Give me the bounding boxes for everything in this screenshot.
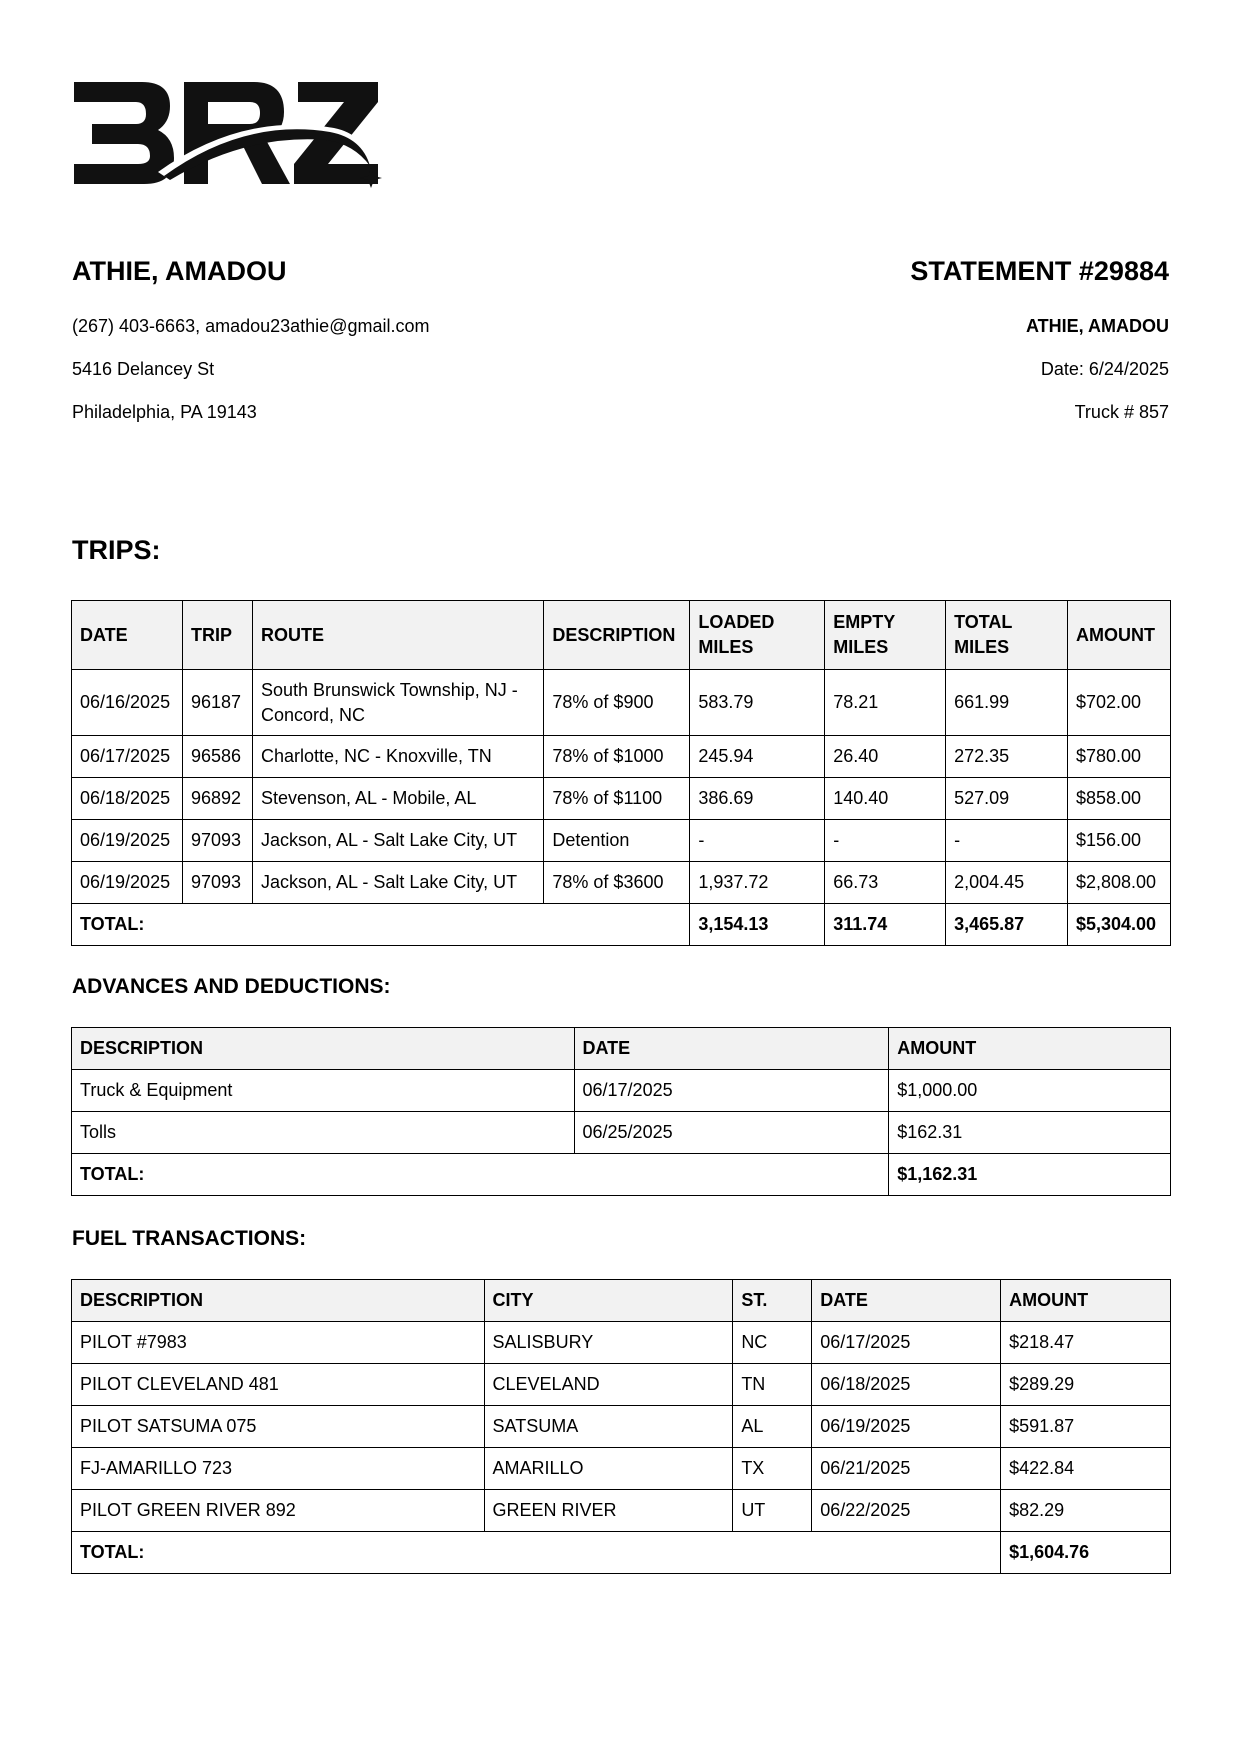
cell-city: CLEVELAND <box>484 1364 733 1406</box>
statement-info <box>569 250 1169 422</box>
cell-trip: 97093 <box>182 820 252 862</box>
driver-street: 5416 Delancey St <box>72 359 215 379</box>
table-row <box>72 862 1171 904</box>
cell-description: 78% of $1100 <box>544 778 690 820</box>
header-text: MILES <box>698 637 754 657</box>
cell-loaded: 245.94 <box>690 736 825 778</box>
cell-date: 06/18/2025 <box>72 778 183 820</box>
cell-empty: 78.21 <box>825 670 946 736</box>
col-amount: AMOUNT <box>1067 601 1170 670</box>
col-amount: AMOUNT <box>1001 1280 1171 1322</box>
table-row <box>72 1322 1171 1364</box>
cell-date: 06/17/2025 <box>812 1322 1001 1364</box>
cell-date: 06/16/2025 <box>72 670 183 736</box>
table-row <box>72 1406 1171 1448</box>
cell-state: NC <box>733 1322 812 1364</box>
cell-date: 06/25/2025 <box>574 1112 889 1154</box>
table-row <box>72 1448 1171 1490</box>
cell-date: 06/19/2025 <box>72 820 183 862</box>
total-label: TOTAL: <box>72 1532 1001 1574</box>
trips-title: TRIPS: <box>72 535 161 565</box>
cell-date: 06/21/2025 <box>812 1448 1001 1490</box>
col-amount: AMOUNT <box>889 1028 1171 1070</box>
table-row <box>72 778 1171 820</box>
table-row <box>72 1490 1171 1532</box>
cell-description: PILOT SATSUMA 075 <box>72 1406 485 1448</box>
col-route: ROUTE <box>252 601 543 670</box>
cell-total: 2,004.45 <box>946 862 1068 904</box>
col-empty-miles <box>825 601 946 670</box>
cell-loaded: 386.69 <box>690 778 825 820</box>
cell-description: PILOT #7983 <box>72 1322 485 1364</box>
header-text: TOTAL <box>954 612 1013 632</box>
col-description: DESCRIPTION <box>72 1028 575 1070</box>
cell-amount: $82.29 <box>1001 1490 1171 1532</box>
cell-amount: $162.31 <box>889 1112 1171 1154</box>
total-miles: 3,465.87 <box>946 904 1068 946</box>
fuel-table <box>71 1279 1171 1574</box>
total-label: TOTAL: <box>72 904 690 946</box>
statement-name: ATHIE, AMADOU <box>1026 316 1169 336</box>
table-header-row <box>72 601 1171 670</box>
cell-total: 661.99 <box>946 670 1068 736</box>
driver-city: Philadelphia, PA 19143 <box>72 402 257 422</box>
cell-total: 527.09 <box>946 778 1068 820</box>
cell-description: Tolls <box>72 1112 575 1154</box>
total-amount: $5,304.00 <box>1067 904 1170 946</box>
header-text: LOADED <box>698 612 775 632</box>
cell-loaded: 1,937.72 <box>690 862 825 904</box>
cell-amount: $289.29 <box>1001 1364 1171 1406</box>
col-date: DATE <box>574 1028 889 1070</box>
col-state: ST. <box>733 1280 812 1322</box>
cell-description: PILOT GREEN RIVER 892 <box>72 1490 485 1532</box>
cell-state: TN <box>733 1364 812 1406</box>
total-empty: 311.74 <box>825 904 946 946</box>
cell-trip: 96892 <box>182 778 252 820</box>
cell-date: 06/19/2025 <box>72 862 183 904</box>
cell-route: Jackson, AL - Salt Lake City, UT <box>252 862 543 904</box>
cell-date: 06/19/2025 <box>812 1406 1001 1448</box>
cell-date: 06/18/2025 <box>812 1364 1001 1406</box>
cell-date: 06/17/2025 <box>72 736 183 778</box>
cell-amount: $780.00 <box>1067 736 1170 778</box>
cell-route <box>252 670 543 736</box>
cell-loaded: - <box>690 820 825 862</box>
cell-empty: 66.73 <box>825 862 946 904</box>
cell-empty: - <box>825 820 946 862</box>
driver-contact: (267) 403-6663, amadou23athie@gmail.com <box>72 316 430 336</box>
cell-total: - <box>946 820 1068 862</box>
header-text: MILES <box>954 637 1010 657</box>
col-description: DESCRIPTION <box>544 601 690 670</box>
cell-amount: $858.00 <box>1067 778 1170 820</box>
advances-title: ADVANCES AND DEDUCTIONS: <box>72 975 391 998</box>
route-line: South Brunswick Township, NJ - <box>260 679 518 700</box>
table-row <box>72 1364 1171 1406</box>
driver-name: ATHIE, AMADOU <box>72 256 287 286</box>
cell-state: AL <box>733 1406 812 1448</box>
table-header-row <box>72 1280 1171 1322</box>
col-trip: TRIP <box>182 601 252 670</box>
cell-loaded: 583.79 <box>690 670 825 736</box>
col-city: CITY <box>484 1280 733 1322</box>
col-loaded-miles <box>690 601 825 670</box>
statement-title: STATEMENT #29884 <box>910 256 1169 286</box>
cell-city: GREEN RIVER <box>484 1490 733 1532</box>
cell-amount: $1,000.00 <box>889 1070 1171 1112</box>
cell-description: 78% of $3600 <box>544 862 690 904</box>
col-date: DATE <box>812 1280 1001 1322</box>
table-row <box>72 1070 1171 1112</box>
cell-amount: $422.84 <box>1001 1448 1171 1490</box>
cell-description: FJ-AMARILLO 723 <box>72 1448 485 1490</box>
table-row <box>72 1112 1171 1154</box>
table-row <box>72 670 1171 736</box>
col-description: DESCRIPTION <box>72 1280 485 1322</box>
cell-description: Detention <box>544 820 690 862</box>
table-row <box>72 820 1171 862</box>
cell-description: Truck & Equipment <box>72 1070 575 1112</box>
cell-city: AMARILLO <box>484 1448 733 1490</box>
route-line: Concord, NC <box>260 704 366 725</box>
cell-state: TX <box>733 1448 812 1490</box>
cell-trip: 97093 <box>182 862 252 904</box>
brz-logo <box>72 78 382 193</box>
table-row <box>72 736 1171 778</box>
cell-state: UT <box>733 1490 812 1532</box>
cell-amount: $702.00 <box>1067 670 1170 736</box>
total-loaded: 3,154.13 <box>690 904 825 946</box>
cell-amount: $156.00 <box>1067 820 1170 862</box>
total-row <box>72 1532 1171 1574</box>
cell-amount: $2,808.00 <box>1067 862 1170 904</box>
total-row <box>72 904 1171 946</box>
fuel-title: FUEL TRANSACTIONS: <box>72 1227 307 1250</box>
cell-empty: 140.40 <box>825 778 946 820</box>
cell-route: Stevenson, AL - Mobile, AL <box>252 778 543 820</box>
total-amount: $1,162.31 <box>889 1154 1171 1196</box>
truck-number: Truck # 857 <box>1074 402 1169 422</box>
header-text: MILES <box>833 637 889 657</box>
header-text: EMPTY <box>833 612 896 632</box>
cell-date: 06/17/2025 <box>574 1070 889 1112</box>
total-amount: $1,604.76 <box>1001 1532 1171 1574</box>
advances-table <box>71 1027 1171 1196</box>
cell-total: 272.35 <box>946 736 1068 778</box>
cell-city: SALISBURY <box>484 1322 733 1364</box>
cell-empty: 26.40 <box>825 736 946 778</box>
statement-date: Date: 6/24/2025 <box>1040 359 1169 379</box>
cell-trip: 96187 <box>182 670 252 736</box>
total-row <box>72 1154 1171 1196</box>
table-header-row <box>72 1028 1171 1070</box>
cell-description: 78% of $900 <box>544 670 690 736</box>
cell-city: SATSUMA <box>484 1406 733 1448</box>
total-label: TOTAL: <box>72 1154 889 1196</box>
cell-description: 78% of $1000 <box>544 736 690 778</box>
col-total-miles <box>946 601 1068 670</box>
cell-amount: $591.87 <box>1001 1406 1171 1448</box>
cell-route: Jackson, AL - Salt Lake City, UT <box>252 820 543 862</box>
cell-route: Charlotte, NC - Knoxville, TN <box>252 736 543 778</box>
cell-trip: 96586 <box>182 736 252 778</box>
cell-date: 06/22/2025 <box>812 1490 1001 1532</box>
trips-table <box>71 600 1171 946</box>
cell-amount: $218.47 <box>1001 1322 1171 1364</box>
col-date: DATE <box>72 601 183 670</box>
cell-description: PILOT CLEVELAND 481 <box>72 1364 485 1406</box>
brz-logo-mark <box>72 78 382 193</box>
